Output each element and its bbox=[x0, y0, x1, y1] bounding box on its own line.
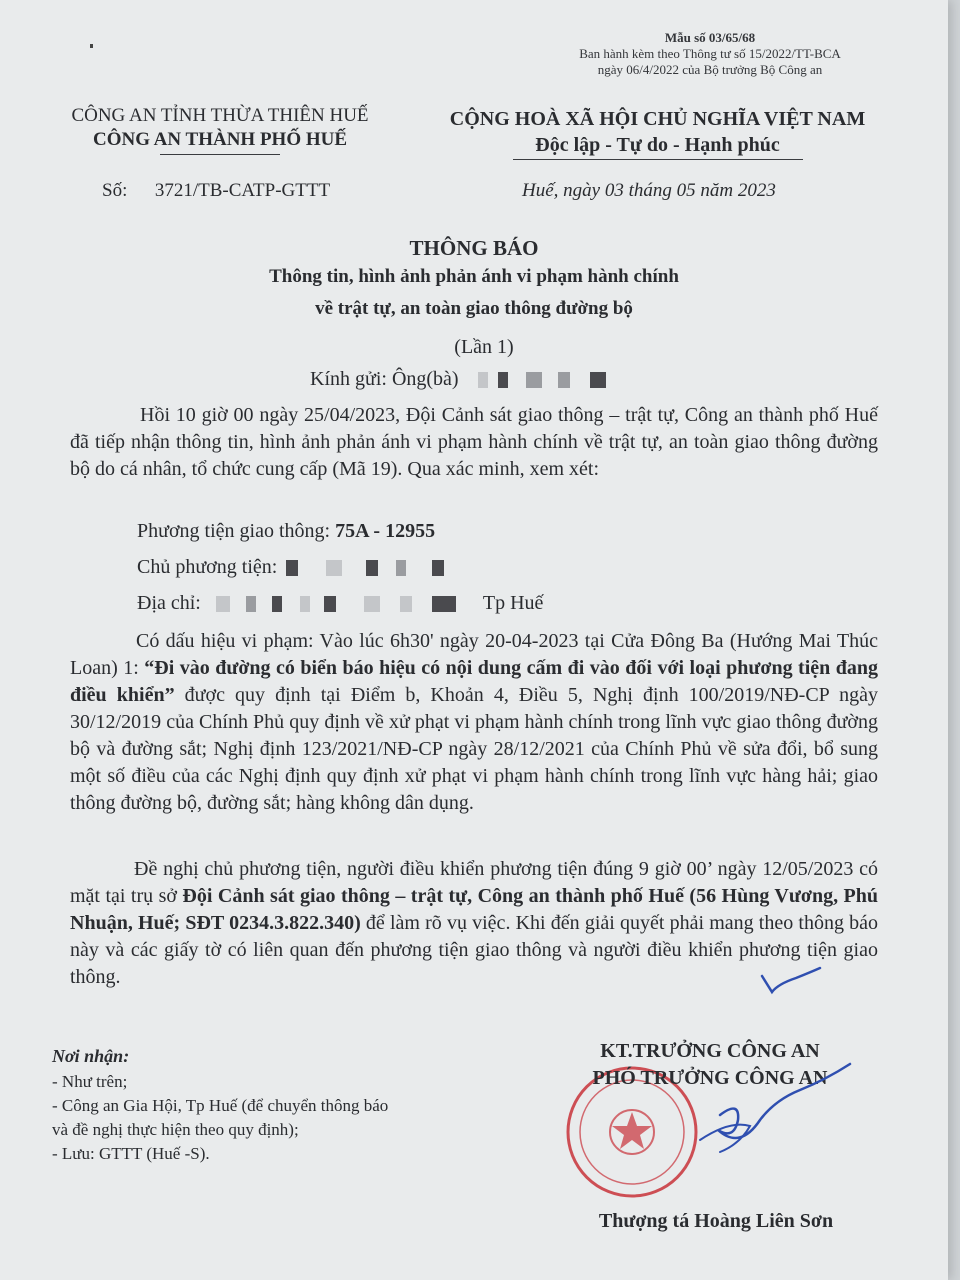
request-location: Đội Cảnh sát giao thông – trật tự, Công an thành phố Huế (56 Hùng Vương, Phú Nhuận, Huế; SĐT 0234.3.822.340) bbox=[70, 885, 879, 934]
doc-date: Huế, ngày 03 tháng 05 năm 2023 bbox=[522, 180, 776, 201]
doc-number-value: 3721/TB-CATP-GTTT bbox=[154, 180, 331, 201]
request-instructions: để làm rõ vụ việc. Khi đến giải quyết phải mang theo thông báo này và các giấy tờ có liên quan đến phương tiện giao thông và người điều khiển phương tiện giao thông. bbox=[70, 912, 879, 988]
address-row bbox=[137, 590, 543, 617]
agency-name: CÔNG AN THÀNH PHỐ HUẾ bbox=[92, 129, 348, 150]
form-line1: Ban hành kèm theo Thông tư số 15/2022/TT-BCA bbox=[579, 46, 841, 61]
recipient-item: - Công an Gia Hội, Tp Huế (để chuyển thông báo bbox=[52, 1096, 389, 1115]
agency-parent: CÔNG AN TỈNH THỪA THIÊN HUẾ bbox=[71, 105, 369, 126]
doc-number-label: Số: bbox=[102, 180, 128, 201]
redaction bbox=[364, 596, 380, 612]
form-info bbox=[545, 30, 875, 78]
doc-number bbox=[102, 180, 330, 202]
recipients bbox=[52, 1044, 388, 1166]
redaction bbox=[558, 372, 570, 388]
redaction bbox=[590, 372, 606, 388]
redaction bbox=[286, 560, 298, 576]
handwritten-signature bbox=[600, 1060, 860, 1190]
doc-subtitle-1: Thông tin, hình ảnh phản ánh vi phạm hành chính bbox=[269, 266, 679, 287]
vehicle-row bbox=[137, 518, 435, 545]
vehicle-label: Phương tiện giao thông: bbox=[137, 520, 331, 542]
redaction bbox=[246, 596, 256, 612]
doc-subtitle-2: về trật tự, an toàn giao thông đường bộ bbox=[315, 298, 633, 319]
greeting-text: Kính gửi: Ông(bà) bbox=[310, 368, 459, 390]
owner-row bbox=[137, 554, 444, 581]
nation-header bbox=[420, 106, 895, 160]
form-line2: ngày 06/4/2022 của Bộ trưởng Bộ Công an bbox=[597, 62, 823, 77]
redaction bbox=[432, 560, 444, 576]
redaction bbox=[400, 596, 412, 612]
nation-name: CỘNG HOÀ XÃ HỘI CHỦ NGHĨA VIỆT NAM bbox=[449, 108, 866, 130]
redaction bbox=[498, 372, 508, 388]
recipients-heading: Nơi nhận: bbox=[52, 1046, 130, 1066]
redaction bbox=[324, 596, 336, 612]
redaction bbox=[326, 560, 342, 576]
violation-paragraph bbox=[70, 628, 878, 817]
doc-title: THÔNG BÁO bbox=[409, 236, 539, 260]
recipient-item: - Lưu: GTTT (Huế -S). bbox=[52, 1144, 210, 1163]
violation-legal-basis: được quy định tại Điểm b, Khoản 4, Điều 5, Nghị định 100/2019/NĐ-CP ngày 30/12/2019 của Chính Phủ quy định về xử phạt vi phạm hành chính trong lĩnh vực giao thông đường bộ và đường sắt; Nghị định 123/2021/NĐ-CP ngày 28/12/2021 của Chính Phủ về sửa đổi, bổ sung một số điều của các Nghị định quy định xử phạt vi phạm hành chính trong lĩnh vực hàng hải; giao thông đường bộ, đường sắt; hàng không dân dụng. bbox=[70, 684, 879, 814]
recipient-item: và đề nghị thực hiện theo quy định); bbox=[52, 1120, 299, 1139]
redaction bbox=[366, 560, 378, 576]
owner-label: Chủ phương tiện: bbox=[137, 556, 278, 578]
motto-underline bbox=[513, 159, 803, 160]
address-city: Tp Huế bbox=[482, 592, 544, 614]
agency-header bbox=[40, 104, 400, 155]
punch-mark bbox=[90, 44, 93, 48]
redaction bbox=[300, 596, 310, 612]
violation-intro: Có dấu hiệu vi phạm: Vào lúc 6h30' ngày 20-04-2023 tại Cửa Đông Ba (Hướng Mai Thúc Loan) 1: bbox=[70, 630, 878, 679]
pen-check-mark bbox=[756, 962, 826, 1002]
doc-round: (Lần 1) bbox=[454, 336, 514, 358]
request-intro: Đề nghị chủ phương tiện, người điều khiển phương tiện đúng 9 giờ 00’ ngày 12/05/2023 có mặt tại trụ sở bbox=[70, 858, 878, 907]
redaction bbox=[478, 372, 488, 388]
redaction bbox=[216, 596, 230, 612]
recipient-item: - Như trên; bbox=[52, 1072, 128, 1091]
redaction bbox=[272, 596, 282, 612]
vehicle-plate: 75A - 12955 bbox=[335, 520, 436, 542]
redaction bbox=[396, 560, 406, 576]
nation-motto: Độc lập - Tự do - Hạnh phúc bbox=[535, 134, 780, 156]
agency-underline bbox=[160, 154, 280, 155]
signature-title-1: KT.TRƯỞNG CÔNG AN bbox=[600, 1040, 820, 1062]
redaction bbox=[432, 596, 456, 612]
intro-paragraph: Hồi 10 giờ 00 ngày 25/04/2023, Đội Cảnh sát giao thông – trật tự, Công an thành phố Huế đã tiếp nhận thông tin, hình ảnh phản ánh vi phạm hành chính về trật tự, an toàn giao thông đường bộ do cá nhân, tổ chức cung cấp (Mã 19). Qua xác minh, xem xét: bbox=[70, 404, 878, 480]
greeting bbox=[310, 366, 606, 393]
signer-name: Thượng tá Hoàng Liên Sơn bbox=[598, 1210, 834, 1232]
address-label: Địa chỉ: bbox=[137, 592, 201, 614]
form-code: Mẫu số 03/65/68 bbox=[664, 30, 756, 45]
redaction bbox=[526, 372, 542, 388]
signature-title-2: PHÓ TRƯỞNG CÔNG AN bbox=[592, 1067, 828, 1089]
violation-description: “Đi vào đường có biển báo hiệu có nội dung cấm đi vào đối với loại phương tiện đang điều khiển” bbox=[70, 657, 878, 706]
